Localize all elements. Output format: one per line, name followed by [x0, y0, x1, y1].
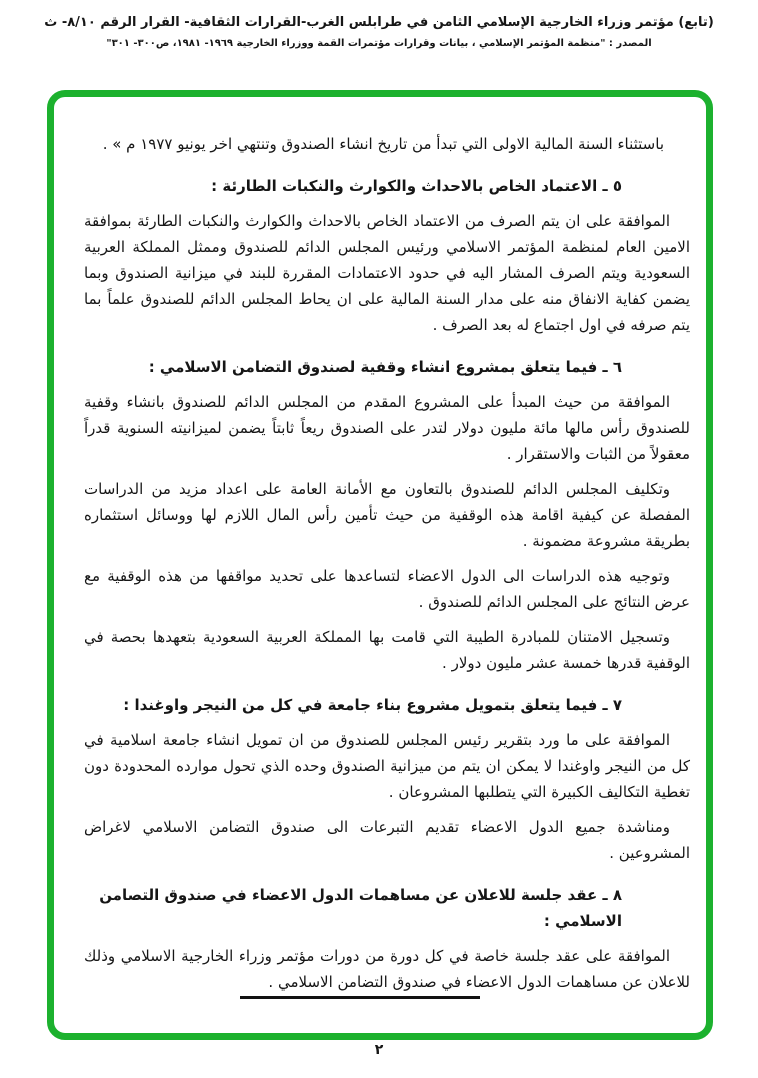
- document-body: [54, 97, 706, 995]
- green-border-frame: [47, 90, 713, 1040]
- section-6-heading: ٦ ـ فيما يتعلق بمشروع انشاء وقفية لصندوق التضامن الاسلامي :: [148, 358, 622, 376]
- section-6-paragraph-1: الموافقة من حيث المبدأ على المشروع المقدم من المجلس الدائم للصندوق بانشاء وقفية للصندوق رأس مالها مائة مليون دولار لتدر على الصندوق ريعاً ثابتاً يضمن لميزانيته السنوية قدراً معقولاً من الثبات والاستقرار .: [84, 393, 690, 463]
- section-6-paragraph-4: وتسجيل الامتنان للمبادرة الطيبة التي قامت بها المملكة العربية السعودية بتعهدها بحصة في الوقفية قدرها خمسة عشر مليون دولار .: [84, 628, 690, 672]
- section-7-paragraph-1: الموافقة على ما ورد بتقرير رئيس المجلس للصندوق من ان تمويل انشاء جامعة اسلامية في كل من النيجر واوغندا لا يمكن ان يتم من ميزانية الصندوق وحده الذي تحول موارده المحدودة دون تغطية التكاليف الكبيرة التي يتطلبها المشروعان .: [84, 731, 690, 801]
- footnote-divider: [240, 996, 480, 999]
- page-number: ٢: [374, 1042, 384, 1058]
- section-7-heading: ٧ ـ فيما يتعلق بتمويل مشروع بناء جامعة في كل من النيجر واوغندا :: [123, 696, 622, 714]
- section-8-paragraph: الموافقة على عقد جلسة خاصة في كل دورة من دورات مؤتمر وزراء الخارجية الاسلامي وذلك للاعلان عن مساهمات الدول الاعضاء في صندوق التضامن الاسلامي .: [84, 947, 690, 991]
- section-8-heading: ٨ ـ عقد جلسة للاعلان عن مساهمات الدول الاعضاء في صندوق التصامن الاسلامي :: [99, 886, 622, 930]
- section-7-paragraph-2: ومناشدة جميع الدول الاعضاء تقديم التبرعات الى صندوق التضامن الاسلامي لاغراض المشروعين .: [84, 818, 690, 862]
- section-5-paragraph: الموافقة على ان يتم الصرف من الاعتماد الخاص بالاحداث والكوارث والنكبات الطارئة بموافقة الامين العام لمنظمة المؤتمر الاسلامي ورئيس المجلس الدائم للصندوق وممثل المملكة العربية السعودية ويتم الصرف المشار اليه في حدود الاعتمادات المقررة للبند في ميزانية الصندوق وبما يضمن كفاية الانفاق منه على مدار السنة المالية على ان يحاط المجلس الدائم للصندوق علماً بما يتم صرفه في اول اجتماع له بعد الصرف .: [84, 212, 690, 334]
- section-6-paragraph-3: وتوجيه هذه الدراسات الى الدول الاعضاء لتساعدها على تحديد مواقفها من هذه الوقفية مع عرض النتائج على المجلس الدائم للصندوق .: [84, 567, 690, 611]
- page-header: [0, 0, 758, 49]
- section-5-heading: ٥ ـ الاعتماد الخاص بالاحداث والكوارث والنكبات الطارئة :: [211, 177, 622, 195]
- header-title-line: (تابع) مؤتمر وزراء الخارجية الإسلامي الثامن في طرابلس الغرب-القرارات الثقافية- القرار الرقم ٨/١٠- ث: [44, 15, 714, 30]
- continuation-paragraph: باستثناء السنة المالية الاولى التي تبدأ من تاريخ انشاء الصندوق وتنتهي اخر يونيو ١٩٧٧ م » .: [102, 135, 664, 153]
- header-source-line: المصدر : "منظمة المؤتمر الإسلامي ، بيانات وقرارات مؤتمرات القمة ووزراء الخارجية ١٩٦٩- ١٩٨١، ص٣٠٠- ٣٠١": [106, 38, 652, 49]
- section-6-paragraph-2: وتكليف المجلس الدائم للصندوق بالتعاون مع الأمانة العامة على اعداد مزيد من الدراسات المفصلة عن كيفية اقامة هذه الوقفية من حيث تأمين رأس المال اللازم لها ووسائل استثماره بطريقة مشروعة مضمونة .: [84, 480, 690, 550]
